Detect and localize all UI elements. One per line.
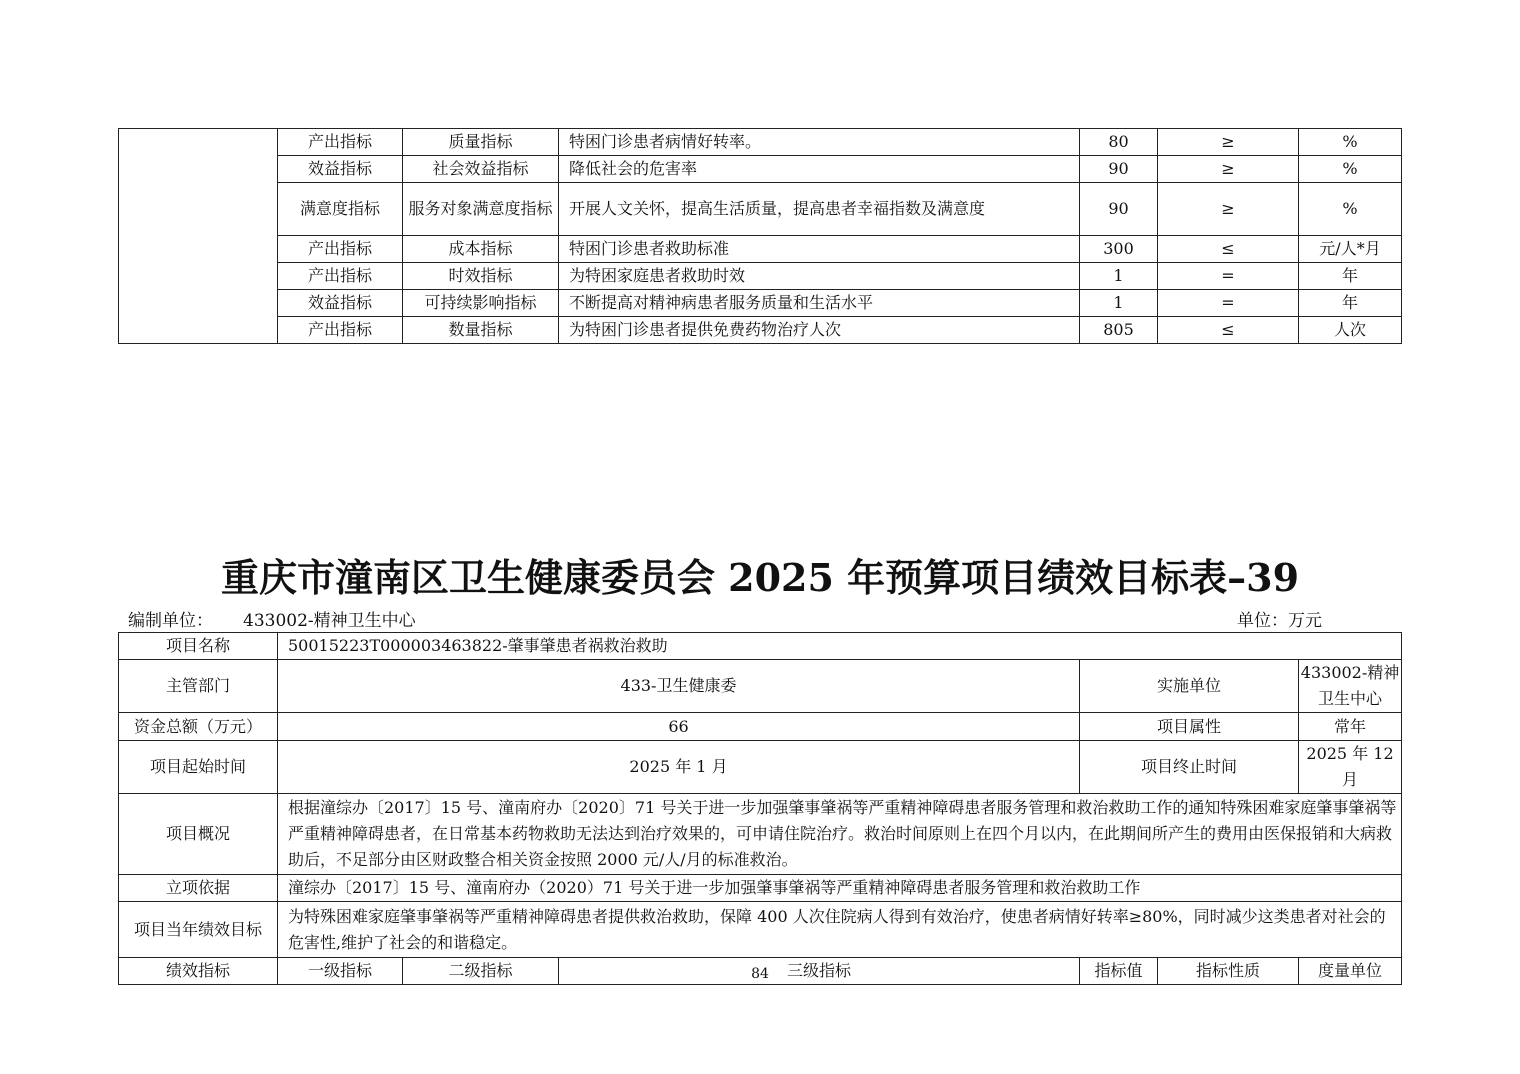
level3-cell: 降低社会的危害率	[559, 156, 1080, 183]
level1-cell: 产出指标	[278, 236, 403, 263]
project-name-value: 50015223T000003463822-肇事肇患者祸救治救助	[278, 633, 1402, 660]
level3-cell: 开展人文关怀，提高生活质量，提高患者幸福指数及满意度	[559, 183, 1080, 236]
level3-cell: 不断提高对精神病患者服务质量和生活水平	[559, 290, 1080, 317]
level3-cell: 特困门诊患者救助标准	[559, 236, 1080, 263]
table-row	[119, 129, 1402, 156]
level1-cell: 满意度指标	[278, 183, 403, 236]
end-value: 2025 年 12 月	[1299, 741, 1402, 794]
value-cell: 90	[1080, 183, 1158, 236]
nature-header: 指标性质	[1158, 958, 1299, 985]
nature-cell: =	[1158, 290, 1299, 317]
project-name-label: 项目名称	[119, 633, 278, 660]
table-row	[119, 263, 1402, 290]
level3-cell: 为特困门诊患者提供免费药物治疗人次	[559, 317, 1080, 344]
fund-label: 资金总额（万元）	[119, 713, 278, 741]
value-cell: 300	[1080, 236, 1158, 263]
table-row	[119, 794, 1402, 875]
dept-label: 主管部门	[119, 660, 278, 713]
nature-cell: ≥	[1158, 129, 1299, 156]
level3-header: 三级指标	[559, 958, 1080, 985]
table-row	[119, 156, 1402, 183]
value-cell: 805	[1080, 317, 1158, 344]
unit-cell: 人次	[1299, 317, 1402, 344]
overview-label: 项目概况	[119, 794, 278, 875]
indicator-table-continuation	[118, 128, 1402, 344]
fund-value: 66	[278, 713, 1080, 741]
attr-label: 项目属性	[1080, 713, 1299, 741]
table-row	[119, 317, 1402, 344]
basis-value: 潼综办〔2017〕15 号、潼南府办（2020）71 号关于进一步加强肇事肇祸等严重精神障碍患者服务管理和救治救助工作	[278, 875, 1402, 902]
impl-value: 433002-精神卫生中心	[1299, 660, 1402, 713]
dept-value: 433-卫生健康委	[278, 660, 1080, 713]
table-row	[119, 660, 1402, 713]
level2-cell: 成本指标	[403, 236, 559, 263]
level2-cell: 数量指标	[403, 317, 559, 344]
table-row	[119, 902, 1402, 958]
org-value: 433002-精神卫生中心	[243, 611, 416, 631]
level3-cell: 为特困家庭患者救助时效	[559, 263, 1080, 290]
page-title: 重庆市潼南区卫生健康委员会 2025 年预算项目绩效目标表–39	[220, 555, 1300, 600]
level2-header: 二级指标	[403, 958, 559, 985]
value-header: 指标值	[1080, 958, 1158, 985]
start-value: 2025 年 1 月	[278, 741, 1080, 794]
level1-header: 一级指标	[278, 958, 403, 985]
attr-value: 常年	[1299, 713, 1402, 741]
org-info	[128, 606, 416, 631]
value-cell: 80	[1080, 129, 1158, 156]
merged-empty-cell	[119, 129, 278, 344]
unit-text: 单位：万元	[1237, 611, 1322, 631]
nature-cell: ≤	[1158, 236, 1299, 263]
org-label: 编制单位：	[128, 611, 213, 631]
impl-label: 实施单位	[1080, 660, 1299, 713]
value-cell: 1	[1080, 263, 1158, 290]
unit-cell: %	[1299, 156, 1402, 183]
unit-cell: 年	[1299, 290, 1402, 317]
level2-cell: 服务对象满意度指标	[403, 183, 559, 236]
start-label: 项目起始时间	[119, 741, 278, 794]
unit-cell: %	[1299, 183, 1402, 236]
nature-cell: ≥	[1158, 156, 1299, 183]
unit-cell: %	[1299, 129, 1402, 156]
level2-cell: 时效指标	[403, 263, 559, 290]
unit-cell: 元/人*月	[1299, 236, 1402, 263]
table-row	[119, 236, 1402, 263]
nature-cell: ≥	[1158, 183, 1299, 236]
level1-cell: 产出指标	[278, 129, 403, 156]
table-row	[119, 183, 1402, 236]
level1-cell: 效益指标	[278, 290, 403, 317]
page-number: 84	[751, 966, 769, 982]
unit-cell: 年	[1299, 263, 1402, 290]
value-cell: 90	[1080, 156, 1158, 183]
basis-label: 立项依据	[119, 875, 278, 902]
level1-cell: 效益指标	[278, 156, 403, 183]
table-row	[119, 713, 1402, 741]
goal-value: 为特殊困难家庭肇事肇祸等严重精神障碍患者提供救治救助，保障 400 人次住院病人得到有效治疗，使患者病情好转率≥80%，同时减少这类患者对社会的危害性,维护了社会的和谐稳定。	[278, 902, 1402, 958]
nature-cell: =	[1158, 263, 1299, 290]
level2-cell: 社会效益指标	[403, 156, 559, 183]
end-label: 项目终止时间	[1080, 741, 1299, 794]
goal-label: 项目当年绩效目标	[119, 902, 278, 958]
level2-cell: 可持续影响指标	[403, 290, 559, 317]
perf-header: 绩效指标	[119, 958, 278, 985]
value-cell: 1	[1080, 290, 1158, 317]
table-row	[119, 875, 1402, 902]
level3-cell: 特困门诊患者病情好转率。	[559, 129, 1080, 156]
level1-cell: 产出指标	[278, 263, 403, 290]
nature-cell: ≤	[1158, 317, 1299, 344]
level1-cell: 产出指标	[278, 317, 403, 344]
unit-header: 度量单位	[1299, 958, 1402, 985]
table-row	[119, 741, 1402, 794]
overview-value: 根据潼综办〔2017〕15 号、潼南府办〔2020〕71 号关于进一步加强肇事肇祸等严重精神障碍患者服务管理和救治救助工作的通知特殊困难家庭肇事肇祸等严重精神障碍患者，在日常基本药物救助无法达到治疗效果的，可申请住院治疗。救治时间原则上在四个月以内，在此期间所产生的费用由医保报销和大病救助后，不足部分由区财政整合相关资金按照 2000 元/人/月的标准救治。	[278, 794, 1402, 875]
level2-cell: 质量指标	[403, 129, 559, 156]
table-row	[119, 633, 1402, 660]
table-row	[119, 290, 1402, 317]
unit-line	[128, 606, 1322, 630]
project-performance-table	[118, 632, 1402, 985]
